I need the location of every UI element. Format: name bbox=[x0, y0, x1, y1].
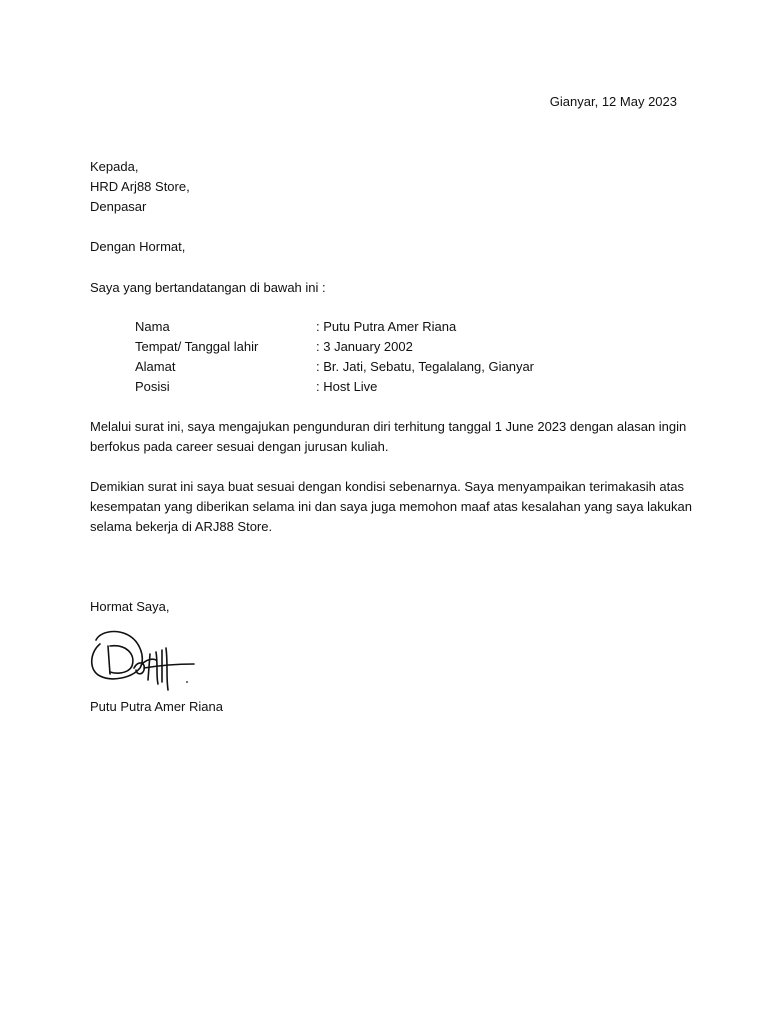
paragraph-line: kesempatan yang diberikan selama ini dan saya juga memohon maaf atas kesalahan yang saya lakukan bbox=[90, 499, 692, 514]
detail-label: Alamat bbox=[135, 359, 176, 374]
paragraph-line: Melalui surat ini, saya mengajukan pengunduran diri terhitung tanggal 1 June 2023 dengan alasan ingin bbox=[90, 419, 687, 434]
detail-label: Posisi bbox=[135, 379, 170, 394]
detail-value: : Host Live bbox=[316, 379, 378, 394]
resignation-paragraph bbox=[90, 417, 686, 457]
closing-salutation: Hormat Saya, bbox=[90, 599, 170, 614]
detail-value: : 3 January 2002 bbox=[316, 339, 413, 354]
handwritten-signature bbox=[86, 624, 201, 696]
paragraph-line: berfokus pada career sesuai dengan jurusan kuliah. bbox=[90, 439, 389, 454]
closing-paragraph bbox=[90, 477, 692, 537]
recipient-line: Kepada, bbox=[90, 159, 139, 174]
signer-name: Putu Putra Amer Riana bbox=[90, 699, 223, 714]
detail-value: : Putu Putra Amer Riana bbox=[316, 319, 457, 334]
greeting: Dengan Hormat, bbox=[90, 239, 186, 254]
detail-label: Tempat/ Tanggal lahir bbox=[135, 339, 259, 354]
detail-row-birth bbox=[135, 337, 555, 357]
detail-row-address bbox=[135, 357, 555, 377]
detail-row-position bbox=[135, 377, 555, 397]
letter-date: Gianyar, 12 May 2023 bbox=[549, 94, 677, 109]
detail-value: : Br. Jati, Sebatu, Tegalalang, Gianyar bbox=[316, 359, 535, 374]
paragraph-line: selama bekerja di ARJ88 Store. bbox=[90, 519, 273, 534]
paragraph-line: Demikian surat ini saya buat sesuai dengan kondisi sebenarnya. Saya menyampaikan terimakasih atas bbox=[90, 479, 684, 494]
personal-details bbox=[135, 317, 555, 397]
recipient-block bbox=[90, 157, 190, 217]
detail-row-name bbox=[135, 317, 555, 337]
detail-label: Nama bbox=[135, 319, 170, 334]
recipient-line: Denpasar bbox=[90, 199, 147, 214]
recipient-line: HRD Arj88 Store, bbox=[90, 179, 190, 194]
intro-line: Saya yang bertandatangan di bawah ini : bbox=[90, 280, 326, 295]
